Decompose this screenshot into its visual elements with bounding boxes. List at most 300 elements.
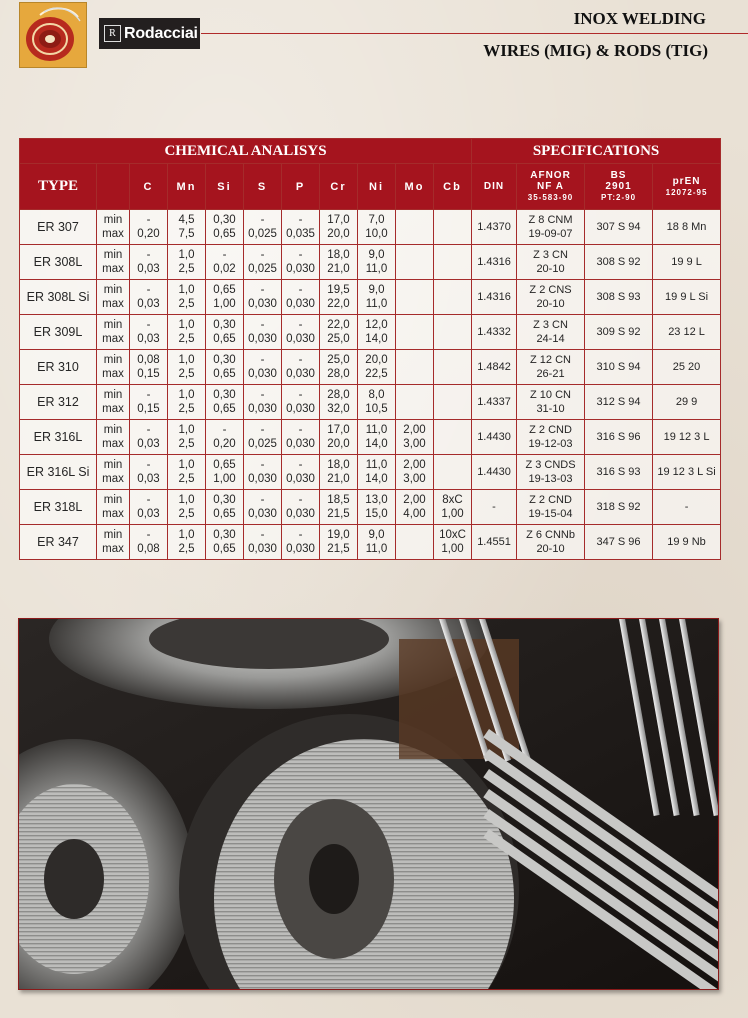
min-value: 18,0 (327, 459, 350, 471)
max-value: 7,5 (178, 228, 195, 240)
max-value: 14,0 (365, 473, 388, 485)
max-value: 0,03 (137, 298, 160, 310)
minmax-label-cell (97, 525, 130, 560)
min-value: - (146, 459, 151, 471)
afnor-cell (517, 245, 585, 280)
min-value: 2,00 (403, 494, 426, 506)
element-value-cell-ni (358, 350, 396, 385)
max-value: 21,5 (327, 543, 350, 555)
max-value: 0,025 (248, 228, 277, 240)
element-value-cell-cb (434, 210, 472, 245)
min-value: 0,30 (213, 529, 236, 541)
max-label: max (102, 473, 124, 485)
min-label: min (103, 494, 123, 506)
pren-cell: - (653, 490, 721, 525)
afnor-header-line1: AFNOR (530, 170, 571, 181)
table-row (20, 280, 721, 315)
max-value: 22,5 (365, 368, 388, 380)
max-value: 0,030 (248, 473, 277, 485)
max-label: max (102, 543, 124, 555)
pren-cell: 18 8 Mn (653, 210, 721, 245)
element-value-cell-p (282, 420, 320, 455)
afnor-line1: Z 2 CND (529, 424, 572, 436)
afnor-cell (517, 210, 585, 245)
element-header-c: C (130, 164, 168, 210)
element-value-cell-mn (168, 280, 206, 315)
element-value-cell-ni (358, 315, 396, 350)
max-value: 28,0 (327, 368, 350, 380)
minmax-label-cell (97, 210, 130, 245)
max-value: 0,65 (213, 403, 236, 415)
afnor-line1: Z 2 CNS (529, 284, 572, 296)
max-value: 21,0 (327, 473, 350, 485)
afnor-line1: Z 3 CN (533, 319, 568, 331)
min-label: min (103, 319, 123, 331)
max-value: 15,0 (365, 508, 388, 520)
page-title-line2: WIRES (MIG) & RODS (TIG) (483, 41, 708, 60)
element-value-cell-c (130, 315, 168, 350)
min-value: 7,0 (368, 214, 385, 226)
afnor-line1: Z 6 CNNb (526, 529, 575, 541)
bs-cell: 316 S 93 (585, 455, 653, 490)
element-value-cell-ni (358, 245, 396, 280)
min-value: 1,0 (178, 319, 195, 331)
wire-spool-logo-icon (20, 3, 86, 67)
element-value-cell-mn (168, 245, 206, 280)
max-label: max (102, 368, 124, 380)
pren-cell: 19 9 Nb (653, 525, 721, 560)
page-title-line1: INOX WELDING (573, 9, 706, 28)
table-row (20, 350, 721, 385)
min-value: - (298, 494, 303, 506)
min-value: 19,0 (327, 529, 350, 541)
max-value: 1,00 (441, 543, 464, 555)
brand-mark-icon: R (104, 25, 121, 42)
element-value-cell-s (244, 420, 282, 455)
element-value-cell-p (282, 525, 320, 560)
max-value: 0,030 (248, 368, 277, 380)
element-value-cell-si (206, 280, 244, 315)
max-label: max (102, 508, 124, 520)
min-value: 17,0 (327, 424, 350, 436)
max-value: 2,5 (178, 368, 195, 380)
min-value: 13,0 (365, 494, 388, 506)
min-value: 1,0 (178, 389, 195, 401)
min-value: 2,00 (403, 459, 426, 471)
din-cell: 1.4370 (472, 210, 517, 245)
minmax-label-cell (97, 455, 130, 490)
min-label: min (103, 284, 123, 296)
element-value-cell-p (282, 245, 320, 280)
element-value-cell-cb (434, 420, 472, 455)
element-value-cell-cb (434, 315, 472, 350)
min-value: - (146, 319, 151, 331)
max-value: 0,030 (286, 508, 315, 520)
afnor-line1: Z 12 CN (530, 354, 571, 366)
element-value-cell-si (206, 420, 244, 455)
max-value: 0,035 (286, 228, 315, 240)
max-value: 0,030 (286, 543, 315, 555)
afnor-line2: 19-15-04 (528, 508, 573, 520)
minmax-label-cell (97, 315, 130, 350)
max-value: 0,025 (248, 263, 277, 275)
min-value: - (260, 214, 265, 226)
composition-spec-table (19, 138, 721, 560)
element-value-cell-p (282, 280, 320, 315)
minmax-label-cell (97, 490, 130, 525)
max-value: 25,0 (327, 333, 350, 345)
min-value: - (146, 249, 151, 261)
afnor-line1: Z 8 CNM (528, 214, 573, 226)
min-value: 11,0 (365, 459, 388, 471)
max-value: 20,0 (327, 228, 350, 240)
min-value: 0,30 (213, 389, 236, 401)
afnor-line2: 24-14 (536, 333, 565, 345)
element-value-cell-cr (320, 245, 358, 280)
minmax-label-cell (97, 245, 130, 280)
element-value-cell-mo (396, 350, 434, 385)
max-value: 0,02 (213, 263, 236, 275)
max-value: 3,00 (403, 438, 426, 450)
element-value-cell-c (130, 525, 168, 560)
din-cell: 1.4842 (472, 350, 517, 385)
min-value: 9,0 (368, 529, 385, 541)
element-value-cell-ni (358, 490, 396, 525)
max-value: 14,0 (365, 438, 388, 450)
element-value-cell-cr (320, 315, 358, 350)
brand-name: Rodacciai (124, 24, 198, 42)
max-label: max (102, 333, 124, 345)
element-header-ni: Ni (358, 164, 396, 210)
element-value-cell-ni (358, 385, 396, 420)
max-value: 0,030 (286, 438, 315, 450)
element-value-cell-mo (396, 490, 434, 525)
element-value-cell-cb (434, 490, 472, 525)
element-value-cell-c (130, 420, 168, 455)
element-value-cell-c (130, 455, 168, 490)
min-value: - (146, 529, 151, 541)
minmax-label-cell (97, 420, 130, 455)
din-cell: 1.4332 (472, 315, 517, 350)
min-value: 22,0 (327, 319, 350, 331)
element-value-cell-si (206, 490, 244, 525)
max-value: 11,0 (365, 298, 388, 310)
min-value: 17,0 (327, 214, 350, 226)
afnor-line1: Z 10 CN (530, 389, 571, 401)
max-value: 11,0 (365, 543, 388, 555)
max-value: 2,5 (178, 333, 195, 345)
pren-column-header (653, 164, 721, 210)
max-value: 21,0 (327, 263, 350, 275)
wire-spools-and-rods-image (19, 619, 718, 989)
min-value: 0,65 (213, 284, 236, 296)
element-value-cell-c (130, 210, 168, 245)
min-value: - (298, 529, 303, 541)
element-value-cell-mn (168, 525, 206, 560)
steel-type-cell: ER 316L (20, 420, 97, 455)
element-value-cell-mo (396, 210, 434, 245)
min-label: min (103, 214, 123, 226)
steel-type-cell: ER 310 (20, 350, 97, 385)
din-cell: 1.4551 (472, 525, 517, 560)
max-value: 2,5 (178, 473, 195, 485)
max-value: 14,0 (365, 333, 388, 345)
element-value-cell-s (244, 525, 282, 560)
max-value: 0,65 (213, 228, 236, 240)
bs-cell: 318 S 92 (585, 490, 653, 525)
max-value: 1,00 (441, 508, 464, 520)
min-value: 11,0 (365, 424, 388, 436)
min-value: 18,0 (327, 249, 350, 261)
max-value: 1,00 (213, 298, 236, 310)
afnor-header-line2: NF A (537, 181, 564, 192)
min-value: 8xC (442, 494, 463, 506)
element-value-cell-cb (434, 455, 472, 490)
element-value-cell-ni (358, 420, 396, 455)
element-value-cell-cr (320, 210, 358, 245)
max-label: max (102, 403, 124, 415)
steel-type-cell: ER 312 (20, 385, 97, 420)
steel-type-cell: ER 308L Si (20, 280, 97, 315)
min-value: - (146, 424, 151, 436)
element-value-cell-si (206, 210, 244, 245)
element-value-cell-c (130, 280, 168, 315)
afnor-line2: 20-10 (536, 263, 565, 275)
min-value: 1,0 (178, 529, 195, 541)
element-value-cell-mo (396, 315, 434, 350)
element-value-cell-c (130, 350, 168, 385)
afnor-line1: Z 3 CN (533, 249, 568, 261)
max-value: 2,5 (178, 298, 195, 310)
min-value: 4,5 (178, 214, 195, 226)
element-value-cell-mn (168, 210, 206, 245)
element-value-cell-mo (396, 245, 434, 280)
max-value: 0,65 (213, 508, 236, 520)
element-value-cell-c (130, 490, 168, 525)
table-row (20, 315, 721, 350)
element-header-si: Si (206, 164, 244, 210)
min-value: 1,0 (178, 424, 195, 436)
element-value-cell-c (130, 385, 168, 420)
min-value: 0,30 (213, 214, 236, 226)
element-value-cell-s (244, 490, 282, 525)
afnor-line2: 19-13-03 (528, 473, 573, 485)
pren-cell: 23 12 L (653, 315, 721, 350)
min-value: 1,0 (178, 284, 195, 296)
max-value: 10,0 (365, 228, 388, 240)
max-value: 0,030 (286, 368, 315, 380)
min-value: - (222, 249, 227, 261)
afnor-line2: 26-21 (536, 368, 565, 380)
min-value: 2,00 (403, 424, 426, 436)
min-value: 0,08 (137, 354, 160, 366)
min-value: - (146, 284, 151, 296)
bs-cell: 312 S 94 (585, 385, 653, 420)
element-value-cell-ni (358, 525, 396, 560)
element-value-cell-p (282, 455, 320, 490)
table-row (20, 420, 721, 455)
min-value: - (260, 424, 265, 436)
element-value-cell-s (244, 455, 282, 490)
afnor-cell (517, 455, 585, 490)
pren-cell: 19 9 L (653, 245, 721, 280)
min-value: - (260, 494, 265, 506)
element-value-cell-ni (358, 280, 396, 315)
element-value-cell-mo (396, 420, 434, 455)
max-value: 20,0 (327, 438, 350, 450)
min-value: 0,30 (213, 494, 236, 506)
max-value: 0,65 (213, 333, 236, 345)
minmax-label-cell (97, 350, 130, 385)
max-value: 32,0 (327, 403, 350, 415)
bs-cell: 316 S 96 (585, 420, 653, 455)
table-row (20, 455, 721, 490)
min-value: - (298, 424, 303, 436)
element-value-cell-s (244, 385, 282, 420)
min-value: - (260, 459, 265, 471)
max-label: max (102, 438, 124, 450)
element-value-cell-p (282, 315, 320, 350)
din-cell: 1.4316 (472, 245, 517, 280)
max-value: 0,20 (137, 228, 160, 240)
element-value-cell-si (206, 245, 244, 280)
header-divider (201, 33, 748, 34)
max-label: max (102, 228, 124, 240)
afnor-line1: Z 3 CNDS (525, 459, 576, 471)
logo-emblem (19, 2, 87, 68)
minmax-label-cell (97, 385, 130, 420)
element-value-cell-mo (396, 525, 434, 560)
min-label: min (103, 424, 123, 436)
element-value-cell-p (282, 490, 320, 525)
table-row (20, 525, 721, 560)
afnor-line2: 19-09-07 (528, 228, 573, 240)
min-value: 20,0 (365, 354, 388, 366)
element-value-cell-s (244, 210, 282, 245)
min-value: - (146, 214, 151, 226)
element-value-cell-cr (320, 525, 358, 560)
max-value: 0,03 (137, 438, 160, 450)
element-value-cell-cb (434, 525, 472, 560)
element-value-cell-cb (434, 245, 472, 280)
brand-logo (99, 18, 200, 49)
din-column-header: DIN (472, 164, 517, 210)
pren-cell: 19 12 3 L (653, 420, 721, 455)
max-value: 0,030 (248, 508, 277, 520)
min-label: min (103, 354, 123, 366)
element-value-cell-cr (320, 420, 358, 455)
element-value-cell-si (206, 525, 244, 560)
bs-header-line2: 2901 (605, 181, 632, 192)
element-value-cell-si (206, 315, 244, 350)
din-cell: 1.4430 (472, 420, 517, 455)
element-value-cell-mn (168, 350, 206, 385)
steel-type-cell: ER 316L Si (20, 455, 97, 490)
max-value: 0,08 (137, 543, 160, 555)
afnor-line1: Z 2 CND (529, 494, 572, 506)
specifications-header: SPECIFICATIONS (472, 139, 721, 164)
min-value: - (298, 284, 303, 296)
min-value: 1,0 (178, 494, 195, 506)
min-value: 0,30 (213, 319, 236, 331)
max-value: 0,20 (213, 438, 236, 450)
element-value-cell-cb (434, 385, 472, 420)
bs-header-line1: BS (610, 170, 627, 181)
max-value: 0,03 (137, 473, 160, 485)
min-value: 9,0 (368, 284, 385, 296)
max-value: 0,030 (248, 543, 277, 555)
bs-column-header (585, 164, 653, 210)
bs-cell: 347 S 96 (585, 525, 653, 560)
min-value: - (260, 389, 265, 401)
max-value: 0,030 (286, 473, 315, 485)
min-value: 25,0 (327, 354, 350, 366)
element-header-cb: Cb (434, 164, 472, 210)
bs-cell: 309 S 92 (585, 315, 653, 350)
chemical-analysis-header: CHEMICAL ANALISYS (20, 139, 472, 164)
element-value-cell-ni (358, 210, 396, 245)
element-value-cell-mn (168, 385, 206, 420)
max-value: 4,00 (403, 508, 426, 520)
element-value-cell-si (206, 350, 244, 385)
din-cell: 1.4316 (472, 280, 517, 315)
min-value: 8,0 (368, 389, 385, 401)
min-value: 0,65 (213, 459, 236, 471)
min-value: - (260, 529, 265, 541)
element-value-cell-c (130, 245, 168, 280)
max-value: 2,5 (178, 403, 195, 415)
element-value-cell-mn (168, 420, 206, 455)
max-value: 0,025 (248, 438, 277, 450)
max-value: 0,03 (137, 333, 160, 345)
table-row (20, 490, 721, 525)
element-value-cell-cr (320, 490, 358, 525)
min-label: min (103, 459, 123, 471)
type-column-header: TYPE (20, 164, 97, 210)
afnor-line2: 20-10 (536, 543, 565, 555)
min-value: - (146, 494, 151, 506)
element-value-cell-cr (320, 455, 358, 490)
element-header-mo: Mo (396, 164, 434, 210)
max-value: 0,030 (286, 263, 315, 275)
max-value: 0,030 (286, 403, 315, 415)
element-header-p: P (282, 164, 320, 210)
max-value: 21,5 (327, 508, 350, 520)
din-cell: 1.4430 (472, 455, 517, 490)
max-value: 0,15 (137, 403, 160, 415)
max-label: max (102, 263, 124, 275)
element-value-cell-ni (358, 455, 396, 490)
element-value-cell-cb (434, 350, 472, 385)
max-value: 0,65 (213, 543, 236, 555)
min-value: - (260, 319, 265, 331)
min-value: - (298, 354, 303, 366)
steel-type-cell: ER 309L (20, 315, 97, 350)
pren-cell: 25 20 (653, 350, 721, 385)
max-value: 11,0 (365, 263, 388, 275)
minmax-column-header (97, 164, 130, 210)
min-value: - (260, 354, 265, 366)
max-value: 0,03 (137, 263, 160, 275)
element-value-cell-si (206, 385, 244, 420)
max-value: 10,5 (365, 403, 388, 415)
min-value: - (146, 389, 151, 401)
bs-cell: 307 S 94 (585, 210, 653, 245)
max-value: 0,030 (248, 333, 277, 345)
min-value: 28,0 (327, 389, 350, 401)
min-value: - (260, 249, 265, 261)
min-label: min (103, 249, 123, 261)
